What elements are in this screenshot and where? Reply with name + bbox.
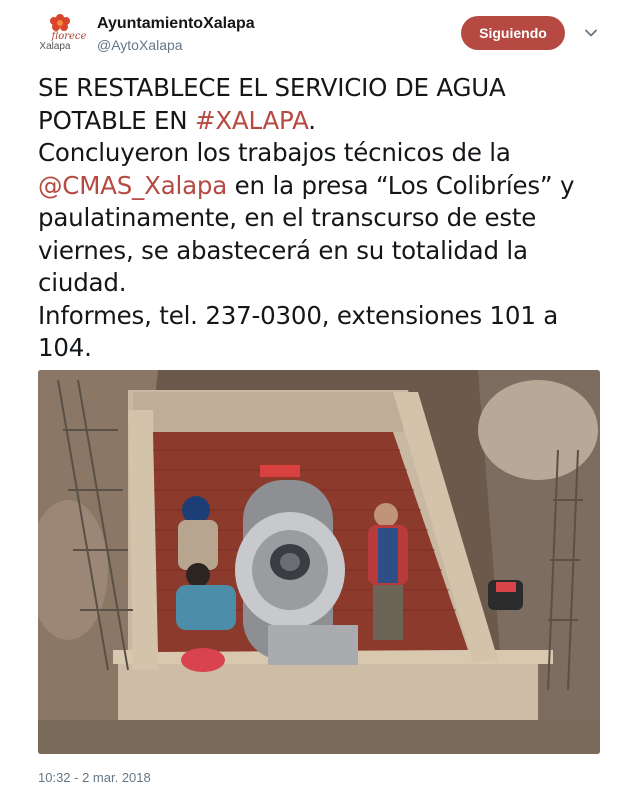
logo-text-xalapa: Xalapa bbox=[39, 41, 71, 52]
tweet-text-segment: . bbox=[308, 105, 316, 135]
tweet-text bbox=[38, 72, 598, 365]
tweet-paragraph-2 bbox=[38, 137, 598, 300]
tweet-text-segment: SE RESTABLECE EL SERVICIO DE AGUA POTABLE EN bbox=[38, 73, 506, 135]
mention-link[interactable]: @CMAS_Xalapa bbox=[38, 170, 228, 200]
tweet-photo[interactable] bbox=[38, 370, 600, 754]
user-handle[interactable]: @AytoXalapa bbox=[97, 37, 183, 53]
following-button[interactable]: Siguiendo bbox=[461, 16, 565, 50]
tweet-text-segment: en la presa “Los Colibríes” y paulatinamente, en el transcurso de este viernes, se abastecerá en su totalidad la ciudad. bbox=[38, 170, 575, 297]
tweet-paragraph-1 bbox=[38, 72, 598, 137]
tweet-text-segment: Concluyeron los trabajos técnicos de la bbox=[38, 138, 511, 167]
chevron-down-icon[interactable] bbox=[584, 26, 598, 40]
display-name[interactable]: AyuntamientoXalapa bbox=[97, 15, 255, 32]
user-block bbox=[97, 14, 255, 55]
logo-text-florece: florece bbox=[51, 31, 87, 42]
construction-photo-illustration bbox=[38, 370, 600, 754]
hashtag-link[interactable]: #XALAPA bbox=[195, 105, 309, 135]
avatar[interactable] bbox=[36, 12, 87, 58]
tweet-header bbox=[0, 0, 640, 64]
tweet-timestamp[interactable]: 10:32 - 2 mar. 2018 bbox=[38, 770, 151, 785]
tweet-paragraph-3: Informes, tel. 237-0300, extensiones 101 a 104. bbox=[38, 300, 559, 362]
